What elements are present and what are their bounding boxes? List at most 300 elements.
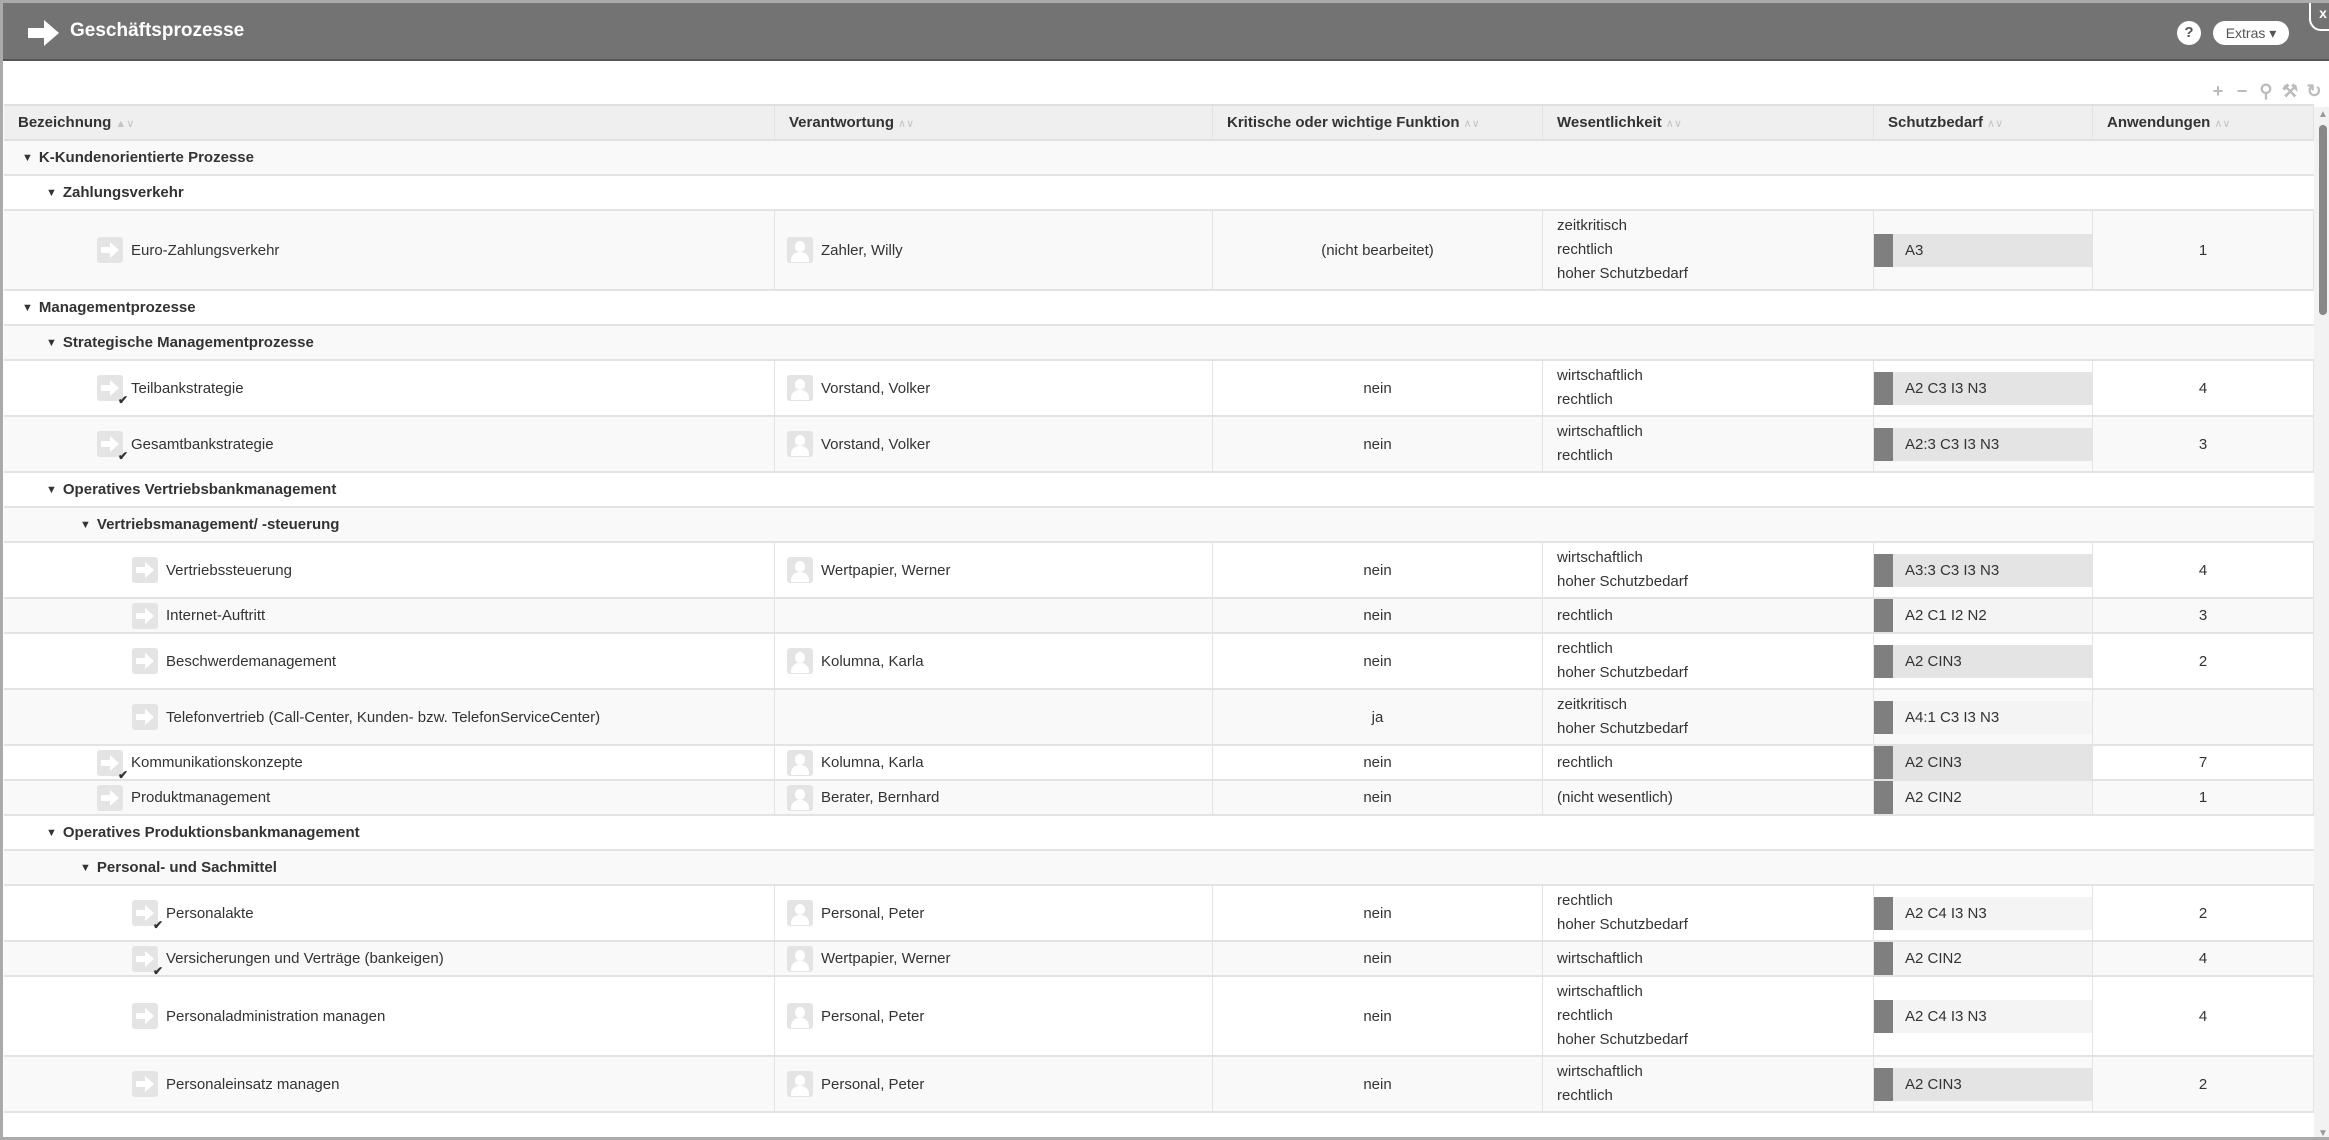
- critical-function-value: nein: [1363, 754, 1392, 771]
- name-cell[interactable]: [4, 599, 775, 632]
- vertical-scrollbar[interactable]: [2314, 107, 2329, 1140]
- process-icon: [132, 900, 163, 932]
- applications-count[interactable]: 4: [2198, 379, 2208, 397]
- collapse-triangle-icon[interactable]: ▼: [46, 336, 57, 349]
- owner-name[interactable]: Personal, Peter: [821, 904, 925, 922]
- critical-function-cell: [1213, 417, 1543, 471]
- checkmark-icon: ✔: [117, 449, 128, 463]
- column-header-label: Bezeichnung: [18, 114, 112, 131]
- materiality-value: rechtlich: [1557, 1007, 1613, 1024]
- table-row[interactable]: [4, 746, 2314, 781]
- protection-value: A3: [1905, 241, 1924, 259]
- group-label-cell[interactable]: [4, 291, 2314, 324]
- protection-cell: [1874, 417, 2093, 471]
- critical-function-value: nein: [1363, 607, 1392, 624]
- sort-icon[interactable]: ▲∨: [115, 118, 135, 130]
- name-cell[interactable]: [4, 211, 775, 289]
- user-avatar-icon: [787, 648, 813, 674]
- owner-name[interactable]: Personal, Peter: [821, 1075, 925, 1093]
- critical-function-cell: [1213, 599, 1543, 632]
- owner-name[interactable]: Kolumna, Karla: [821, 652, 924, 670]
- process-icon: [97, 785, 123, 811]
- group-label-cell[interactable]: [4, 851, 2314, 884]
- sort-icon[interactable]: ∧∨: [2214, 118, 2231, 130]
- materiality-cell: [1543, 977, 1874, 1055]
- scroll-up-icon[interactable]: ▲: [2318, 109, 2328, 120]
- search-icon[interactable]: ⚲: [2259, 81, 2273, 101]
- table-row[interactable]: [4, 942, 2314, 977]
- protection-badge: [1874, 234, 2092, 267]
- protection-value: A4:1 C3 I3 N3: [1905, 708, 2000, 726]
- materiality-value: (nicht wesentlich): [1557, 788, 1673, 806]
- process-icon: [132, 557, 158, 583]
- owner-name[interactable]: Vorstand, Volker: [821, 379, 931, 397]
- owner-cell: [775, 781, 1213, 814]
- critical-function-cell: [1213, 690, 1543, 744]
- applications-count[interactable]: 1: [2198, 241, 2208, 259]
- protection-badge: [1874, 599, 2092, 632]
- materiality-cell: [1543, 417, 1874, 471]
- table-row[interactable]: [4, 634, 2314, 690]
- process-name[interactable]: Teilbankstrategie: [131, 379, 244, 397]
- column-header-label: Wesentlichkeit: [1557, 114, 1662, 131]
- user-avatar-icon: [787, 900, 813, 926]
- group-label: Vertriebsmanagement/ -steuerung: [96, 516, 340, 533]
- wrench-icon[interactable]: ⚒: [2281, 81, 2299, 101]
- table-row[interactable]: [4, 977, 2314, 1057]
- process-name[interactable]: Kommunikationskonzepte: [131, 754, 303, 771]
- collapse-triangle-icon[interactable]: ▼: [46, 483, 57, 496]
- materiality-value: hoher Schutzbedarf: [1557, 265, 1688, 282]
- group-label: K-Kundenorientierte Prozesse: [38, 149, 254, 166]
- table-row[interactable]: [4, 361, 2314, 417]
- protection-badge: [1874, 372, 2092, 405]
- minus-icon[interactable]: −: [2236, 81, 2248, 101]
- title-bar: [3, 3, 2329, 61]
- table-row[interactable]: [4, 781, 2314, 816]
- sort-icon[interactable]: ∧∨: [1987, 118, 2004, 130]
- critical-function-cell: [1213, 1057, 1543, 1111]
- materiality-value: rechtlich: [1557, 606, 1613, 624]
- protection-level-bar: [1874, 428, 1893, 461]
- user-avatar-icon: [787, 1003, 813, 1029]
- user-avatar-icon: [787, 431, 813, 457]
- materiality-value: wirtschaftlich: [1557, 1063, 1643, 1080]
- collapse-triangle-icon[interactable]: ▼: [80, 861, 91, 874]
- group-label-cell[interactable]: [4, 473, 2314, 506]
- process-name[interactable]: Produktmanagement: [131, 789, 271, 806]
- sort-icon[interactable]: ∧∨: [1463, 118, 1480, 130]
- critical-function-value: nein: [1363, 1075, 1392, 1093]
- user-avatar-icon: [787, 237, 813, 263]
- process-name[interactable]: Telefonvertrieb (Call-Center, Kunden- bzw. TelefonServiceCenter): [166, 708, 601, 726]
- process-name[interactable]: Gesamtbankstrategie: [131, 435, 274, 453]
- user-avatar-icon: [787, 750, 813, 776]
- process-name[interactable]: Versicherungen und Verträge (bankeigen): [166, 950, 444, 967]
- applications-cell: [2093, 1057, 2314, 1111]
- materiality-value: rechtlich: [1557, 447, 1613, 464]
- materiality-value: hoher Schutzbedarf: [1557, 720, 1688, 737]
- protection-badge: [1874, 1068, 2092, 1101]
- materiality-value: zeitkritisch: [1557, 217, 1628, 234]
- process-name[interactable]: Euro-Zahlungsverkehr: [131, 241, 280, 259]
- name-cell[interactable]: [4, 942, 775, 975]
- owner-cell: [775, 886, 1213, 940]
- protection-value: A2 CIN2: [1905, 950, 1962, 967]
- applications-cell: [2093, 886, 2314, 940]
- group-row[interactable]: [4, 326, 2314, 361]
- owner-cell: [775, 977, 1213, 1055]
- protection-badge: [1874, 554, 2092, 587]
- table-body: [4, 141, 2314, 1113]
- user-avatar-icon: [787, 375, 813, 401]
- materiality-value: rechtlich: [1557, 753, 1613, 771]
- group-label: Managementprozesse: [38, 299, 196, 316]
- extras-menu-button[interactable]: Extras ▾: [2213, 21, 2289, 45]
- materiality-value: hoher Schutzbedarf: [1557, 916, 1688, 933]
- process-name[interactable]: Personalakte: [166, 904, 254, 922]
- critical-function-value: nein: [1363, 950, 1392, 967]
- window-title: Geschäftsprozesse: [70, 20, 245, 41]
- owner-name[interactable]: Vorstand, Volker: [821, 435, 931, 453]
- critical-function-cell: [1213, 361, 1543, 415]
- name-cell[interactable]: [4, 634, 775, 688]
- group-label: Personal- und Sachmittel: [96, 859, 277, 876]
- applications-cell: [2093, 211, 2314, 289]
- critical-function-value: nein: [1363, 1007, 1392, 1025]
- group-label: Strategische Managementprozesse: [62, 334, 314, 351]
- protection-cell: [1874, 599, 2093, 632]
- materiality-value: hoher Schutzbedarf: [1557, 664, 1688, 681]
- owner-name[interactable]: Wertpapier, Werner: [821, 950, 951, 967]
- materiality-value: rechtlich: [1557, 640, 1613, 657]
- materiality-value: rechtlich: [1557, 241, 1613, 258]
- column-header-3[interactable]: [1543, 106, 1874, 139]
- owner-cell: [775, 361, 1213, 415]
- group-label-cell[interactable]: [4, 508, 2314, 541]
- column-header-label: Kritische oder wichtige Funktion: [1227, 114, 1460, 131]
- group-label: Operatives Produktionsbankmanagement: [62, 824, 360, 841]
- collapse-triangle-icon[interactable]: ▼: [80, 518, 91, 531]
- protection-badge: [1874, 897, 2092, 930]
- materiality-cell: [1543, 543, 1874, 597]
- applications-cell: [2093, 781, 2314, 814]
- column-header-label: Anwendungen: [2107, 114, 2211, 131]
- protection-level-bar: [1874, 1068, 1893, 1101]
- process-icon: [132, 704, 158, 730]
- critical-function-value: nein: [1363, 435, 1392, 453]
- help-button[interactable]: ?: [2177, 21, 2201, 45]
- owner-cell: [775, 1057, 1213, 1111]
- materiality-cell: [1543, 634, 1874, 688]
- protection-cell: [1874, 211, 2093, 289]
- column-header-2[interactable]: [1213, 106, 1543, 139]
- owner-cell: [775, 746, 1213, 779]
- applications-cell: [2093, 690, 2314, 744]
- name-cell[interactable]: [4, 543, 775, 597]
- checkmark-icon: ✔: [152, 963, 163, 975]
- owner-cell: [775, 543, 1213, 597]
- name-cell[interactable]: [4, 690, 775, 744]
- protection-cell: [1874, 746, 2093, 779]
- user-avatar-icon: [787, 557, 813, 583]
- critical-function-cell: [1213, 543, 1543, 597]
- checkmark-icon: ✔: [117, 767, 128, 779]
- applications-count[interactable]: 3: [2198, 607, 2208, 624]
- column-header-label: Schutzbedarf: [1888, 114, 1984, 131]
- column-header-label: Verantwortung: [789, 114, 895, 131]
- owner-cell: [775, 599, 1213, 632]
- protection-value: A2 CIN3: [1905, 652, 1962, 670]
- materiality-value: hoher Schutzbedarf: [1557, 1031, 1688, 1048]
- applications-count[interactable]: 4: [2198, 561, 2208, 579]
- collapse-triangle-icon[interactable]: ▼: [46, 826, 57, 839]
- name-cell[interactable]: [4, 886, 775, 940]
- protection-badge: [1874, 746, 2092, 779]
- group-label-cell[interactable]: [4, 141, 2314, 174]
- owner-name[interactable]: Personal, Peter: [821, 1007, 925, 1025]
- protection-cell: [1874, 886, 2093, 940]
- applications-cell: [2093, 634, 2314, 688]
- table-header: [4, 104, 2314, 141]
- owner-cell: [775, 417, 1213, 471]
- materiality-value: wirtschaftlich: [1557, 423, 1643, 440]
- materiality-value: wirtschaftlich: [1557, 983, 1643, 1000]
- arrow-right-icon: [28, 19, 60, 47]
- materiality-value: rechtlich: [1557, 1087, 1613, 1104]
- materiality-value: wirtschaftlich: [1557, 549, 1643, 566]
- applications-count[interactable]: 2: [2198, 904, 2208, 922]
- materiality-cell: [1543, 361, 1874, 415]
- protection-value: A2 CIN3: [1905, 754, 1962, 771]
- group-row[interactable]: [4, 508, 2314, 543]
- table-row[interactable]: [4, 211, 2314, 291]
- critical-function-cell: [1213, 634, 1543, 688]
- checkmark-icon: ✔: [152, 918, 163, 932]
- materiality-cell: [1543, 781, 1874, 814]
- materiality-cell: [1543, 599, 1874, 632]
- applications-cell: [2093, 599, 2314, 632]
- user-avatar-icon: [787, 1071, 813, 1097]
- collapse-triangle-icon[interactable]: ▼: [22, 151, 33, 164]
- protection-value: A2:3 C3 I3 N3: [1905, 435, 2000, 453]
- group-label-cell[interactable]: [4, 816, 2314, 849]
- critical-function-cell: [1213, 886, 1543, 940]
- protection-level-bar: [1874, 554, 1893, 587]
- critical-function-value: nein: [1363, 789, 1392, 806]
- column-header-0[interactable]: [4, 106, 775, 139]
- table-row[interactable]: [4, 543, 2314, 599]
- materiality-cell: [1543, 746, 1874, 779]
- group-row[interactable]: [4, 291, 2314, 326]
- column-header-1[interactable]: [775, 106, 1213, 139]
- column-header-5[interactable]: [2093, 106, 2314, 139]
- name-cell[interactable]: [4, 746, 775, 779]
- grid-toolbar: [2209, 81, 2323, 103]
- owner-name[interactable]: Wertpapier, Werner: [821, 561, 951, 579]
- table-row[interactable]: [4, 417, 2314, 473]
- applications-cell: [2093, 417, 2314, 471]
- process-icon: [132, 603, 158, 629]
- process-icon: [97, 750, 128, 779]
- materiality-value: wirtschaftlich: [1557, 367, 1643, 384]
- group-label: Zahlungsverkehr: [62, 184, 184, 201]
- protection-value: A2 CIN3: [1905, 1075, 1962, 1093]
- protection-cell: [1874, 634, 2093, 688]
- protection-level-bar: [1874, 234, 1893, 267]
- materiality-cell: [1543, 211, 1874, 289]
- owner-cell: [775, 211, 1213, 289]
- protection-level-bar: [1874, 701, 1893, 734]
- applications-cell: [2093, 543, 2314, 597]
- owner-name[interactable]: Kolumna, Karla: [821, 754, 924, 771]
- critical-function-cell: [1213, 781, 1543, 814]
- user-avatar-icon: [787, 946, 813, 972]
- process-icon: [132, 1003, 158, 1029]
- protection-cell: [1874, 1057, 2093, 1111]
- critical-function-cell: [1213, 211, 1543, 289]
- owner-cell: [775, 942, 1213, 975]
- critical-function-value: nein: [1363, 904, 1392, 922]
- applications-cell: [2093, 977, 2314, 1055]
- protection-value: A3:3 C3 I3 N3: [1905, 561, 2000, 579]
- table-row[interactable]: [4, 1057, 2314, 1113]
- scroll-down-icon[interactable]: ▼: [2318, 1128, 2328, 1139]
- process-icon: [97, 431, 128, 463]
- applications-cell: [2093, 746, 2314, 779]
- protection-cell: [1874, 690, 2093, 744]
- critical-function-cell: [1213, 977, 1543, 1055]
- critical-function-value: nein: [1363, 379, 1392, 397]
- protection-level-bar: [1874, 897, 1893, 930]
- name-cell[interactable]: [4, 781, 775, 814]
- protection-level-bar: [1874, 942, 1893, 975]
- process-icon: [97, 375, 128, 407]
- process-icon: [97, 237, 123, 263]
- protection-badge: [1874, 645, 2092, 678]
- process-icon: [132, 946, 163, 975]
- process-name[interactable]: Internet-Auftritt: [166, 607, 266, 624]
- protection-value: A2 C1 I2 N2: [1905, 607, 1987, 624]
- group-row[interactable]: [4, 473, 2314, 508]
- critical-function-value: (nicht bearbeitet): [1321, 241, 1434, 259]
- materiality-value: zeitkritisch: [1557, 696, 1628, 713]
- name-cell[interactable]: [4, 361, 775, 415]
- critical-function-value: nein: [1363, 561, 1392, 579]
- materiality-cell: [1543, 886, 1874, 940]
- critical-function-cell: [1213, 746, 1543, 779]
- process-name[interactable]: Personaleinsatz managen: [166, 1075, 340, 1093]
- name-cell[interactable]: [4, 1057, 775, 1111]
- applications-count[interactable]: 3: [2198, 435, 2208, 453]
- protection-level-bar: [1874, 781, 1893, 814]
- process-icon: [132, 1071, 158, 1097]
- close-button[interactable]: x: [2309, 1, 2329, 31]
- process-name[interactable]: Vertriebssteuerung: [166, 561, 292, 579]
- materiality-value: hoher Schutzbedarf: [1557, 573, 1688, 590]
- applications-count[interactable]: 2: [2198, 1075, 2208, 1093]
- protection-badge: [1874, 781, 2092, 814]
- applications-count[interactable]: 1: [2198, 789, 2208, 806]
- protection-badge: [1874, 428, 2092, 461]
- applications-cell: [2093, 942, 2314, 975]
- protection-level-bar: [1874, 599, 1893, 632]
- protection-level-bar: [1874, 372, 1893, 405]
- user-avatar-icon: [787, 785, 813, 811]
- materiality-cell: [1543, 1057, 1874, 1111]
- applications-count[interactable]: 4: [2198, 950, 2208, 967]
- owner-name[interactable]: Zahler, Willy: [821, 241, 903, 259]
- critical-function-value: nein: [1363, 652, 1392, 670]
- column-header-4[interactable]: [1874, 106, 2093, 139]
- process-table: [4, 104, 2314, 1113]
- process-name[interactable]: Personaladministration managen: [166, 1007, 386, 1025]
- protection-cell: [1874, 361, 2093, 415]
- protection-value: A2 CIN2: [1905, 789, 1962, 806]
- applications-count[interactable]: 4: [2198, 1007, 2208, 1025]
- sort-icon[interactable]: ∧∨: [1665, 118, 1682, 130]
- protection-badge: [1874, 1000, 2092, 1033]
- sort-icon[interactable]: ∧∨: [898, 118, 915, 130]
- protection-level-bar: [1874, 1000, 1893, 1033]
- group-label-cell[interactable]: [4, 326, 2314, 359]
- group-row[interactable]: [4, 816, 2314, 851]
- process-name[interactable]: Beschwerdemanagement: [166, 652, 337, 670]
- table-row[interactable]: [4, 886, 2314, 942]
- protection-cell: [1874, 977, 2093, 1055]
- group-row[interactable]: [4, 851, 2314, 886]
- protection-level-bar: [1874, 645, 1893, 678]
- refresh-icon[interactable]: ↻: [2306, 81, 2322, 101]
- critical-function-value: ja: [1371, 708, 1384, 726]
- materiality-cell: [1543, 942, 1874, 975]
- name-cell[interactable]: [4, 417, 775, 471]
- protection-value: A2 C4 I3 N3: [1905, 904, 1987, 922]
- materiality-value: rechtlich: [1557, 892, 1613, 909]
- name-cell[interactable]: [4, 977, 775, 1055]
- materiality-value: rechtlich: [1557, 391, 1613, 408]
- table-row[interactable]: [4, 690, 2314, 746]
- protection-badge: [1874, 701, 2092, 734]
- plus-icon[interactable]: +: [2212, 81, 2224, 101]
- protection-value: A2 C4 I3 N3: [1905, 1007, 1987, 1025]
- collapse-triangle-icon[interactable]: ▼: [46, 186, 57, 199]
- scrollbar-thumb[interactable]: [2319, 125, 2327, 315]
- materiality-value: wirtschaftlich: [1557, 949, 1643, 967]
- group-label-cell[interactable]: [4, 176, 2314, 209]
- critical-function-cell: [1213, 942, 1543, 975]
- collapse-triangle-icon[interactable]: ▼: [22, 301, 33, 314]
- protection-cell: [1874, 942, 2093, 975]
- table-row[interactable]: [4, 599, 2314, 634]
- group-row[interactable]: [4, 176, 2314, 211]
- applications-count[interactable]: 2: [2198, 652, 2208, 670]
- group-label: Operatives Vertriebsbankmanagement: [62, 481, 337, 498]
- protection-value: A2 C3 I3 N3: [1905, 379, 1987, 397]
- applications-count[interactable]: 7: [2198, 754, 2208, 771]
- checkmark-icon: ✔: [117, 393, 128, 407]
- applications-cell: [2093, 361, 2314, 415]
- materiality-cell: [1543, 690, 1874, 744]
- protection-badge: [1874, 942, 2092, 975]
- group-row[interactable]: [4, 141, 2314, 176]
- protection-level-bar: [1874, 746, 1893, 779]
- owner-cell: [775, 690, 1213, 744]
- owner-name[interactable]: Berater, Bernhard: [821, 789, 940, 806]
- protection-cell: [1874, 543, 2093, 597]
- protection-cell: [1874, 781, 2093, 814]
- owner-cell: [775, 634, 1213, 688]
